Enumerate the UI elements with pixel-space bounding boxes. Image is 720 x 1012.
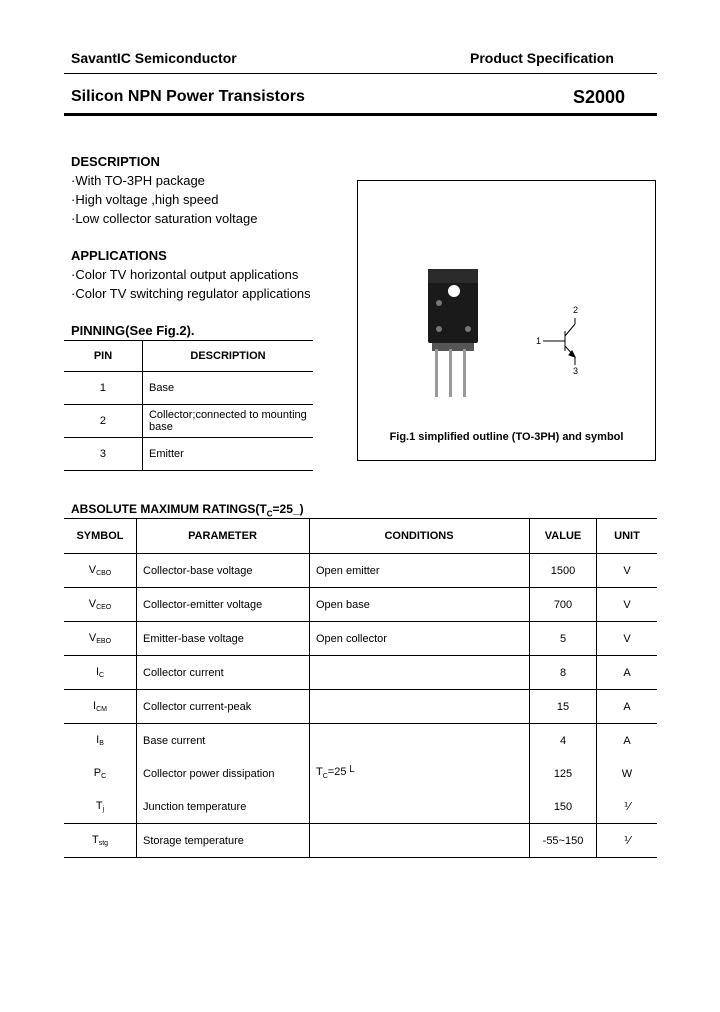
figure-box bbox=[357, 180, 656, 461]
description-item: ·High voltage ,high speed bbox=[71, 192, 219, 207]
symbol-cell: $T_{stg}$ bbox=[64, 824, 137, 858]
applications-title: APPLICATIONS bbox=[71, 248, 167, 263]
conditions-header: CONDITIONS bbox=[310, 519, 530, 554]
value-header: VALUE bbox=[530, 519, 597, 554]
table-row bbox=[64, 588, 657, 622]
pin-description-header: DESCRIPTION bbox=[142, 341, 313, 372]
parameter-header: PARAMETER bbox=[137, 519, 310, 554]
pin-number: 1 bbox=[64, 372, 142, 405]
symbol-cell: $V_{EBO}$ bbox=[64, 622, 137, 656]
conditions-cell: $T_C=25└$ bbox=[310, 757, 530, 790]
symbol-cell: $I_{CM}$ bbox=[64, 690, 137, 724]
conditions-cell bbox=[310, 690, 530, 724]
parameter-cell: Collector current bbox=[137, 656, 310, 690]
description-item: ·With TO-3PH package bbox=[71, 173, 205, 188]
header-divider bbox=[64, 73, 657, 74]
conditions-cell: Open emitter bbox=[310, 554, 530, 588]
table-row bbox=[64, 372, 313, 405]
ratings-title: ABSOLUTE MAXIMUM $RATINGS(T_C=25\_)$ bbox=[71, 502, 304, 519]
unit-cell: ⅟ bbox=[597, 824, 658, 858]
pin-number: 2 bbox=[64, 405, 142, 438]
value-cell: 4 bbox=[530, 724, 597, 758]
table-row bbox=[64, 554, 657, 588]
table-row bbox=[64, 438, 313, 471]
company-name: SavantIC Semiconductor bbox=[71, 50, 237, 66]
table-header-row bbox=[64, 341, 313, 372]
application-item: ·Color TV switching regulator applications bbox=[71, 286, 311, 301]
unit-cell: W bbox=[621, 767, 633, 780]
value-cell: 125 bbox=[530, 757, 597, 790]
package-outline-drawing bbox=[358, 181, 655, 421]
ratings-title-sub: C bbox=[266, 509, 273, 519]
conditions-cell bbox=[310, 790, 530, 824]
unit-cell: A bbox=[623, 734, 631, 747]
table-header-row bbox=[64, 519, 657, 554]
table-row bbox=[64, 405, 313, 438]
table-row bbox=[64, 824, 657, 858]
parameter-cell: Storage temperature bbox=[137, 824, 310, 858]
symbol-cell: $P_C$ bbox=[64, 757, 137, 790]
unit-cell: ⅟ bbox=[597, 790, 658, 824]
table-row bbox=[64, 656, 657, 690]
symbol-cell: $I_B$ bbox=[64, 724, 137, 758]
value-cell: -55~150 bbox=[530, 824, 597, 858]
product-line: Silicon NPN Power Transistors bbox=[71, 88, 305, 105]
pin-description: Collector;connected to mounting base bbox=[142, 405, 313, 438]
symbol-cell: $V_{CBO}$ bbox=[64, 554, 137, 588]
applications-list bbox=[71, 265, 311, 303]
parameter-cell: Base current bbox=[137, 724, 310, 758]
conditions-cell: Open collector bbox=[310, 622, 530, 656]
conditions-cell bbox=[310, 824, 530, 858]
symbol-header: SYMBOL bbox=[64, 519, 137, 554]
pin-header: PIN bbox=[64, 341, 142, 372]
table-row bbox=[64, 690, 657, 724]
pin-description: Emitter bbox=[142, 438, 313, 471]
symbol-pin-label: 1 bbox=[536, 336, 542, 346]
value-cell: 5 bbox=[530, 622, 597, 656]
npn-symbol bbox=[543, 318, 575, 365]
conditions-cell bbox=[310, 656, 530, 690]
value-cell: 15 bbox=[530, 690, 597, 724]
symbol-pin-label: 3 bbox=[573, 366, 579, 376]
conditions-cell: Open base bbox=[310, 588, 530, 622]
application-item: ·Color TV horizontal output applications bbox=[71, 267, 299, 282]
unit-header: UNIT bbox=[597, 519, 658, 554]
parameter-cell: Collector current-peak bbox=[137, 690, 310, 724]
unit-cell: A bbox=[597, 656, 658, 690]
ratings-table bbox=[64, 518, 657, 858]
doc-type: Product Specification bbox=[470, 50, 614, 66]
symbol-cell: $T_j$ bbox=[64, 790, 137, 824]
description-item: ·Low collector saturation voltage bbox=[71, 211, 258, 226]
pinning-title: PINNING(See Fig.2). bbox=[71, 323, 195, 338]
symbol-cell: $V_{CEO}$ bbox=[64, 588, 137, 622]
value-cell: 8 bbox=[530, 656, 597, 690]
figure-caption: Fig.1 simplified outline (TO-3PH) and symbol bbox=[389, 431, 624, 443]
value-cell: 150 bbox=[530, 790, 597, 824]
ratings-title-tail: =25 bbox=[272, 502, 293, 516]
ratings-title-text: ABSOLUTE MAXIMUM RATINGS(T bbox=[71, 502, 267, 516]
symbol-pin-label: 2 bbox=[573, 305, 579, 315]
table-row bbox=[64, 790, 657, 824]
unit-cell: A bbox=[597, 690, 658, 724]
parameter-cell: Collector power dissipation bbox=[137, 757, 310, 790]
pin-description: Base bbox=[142, 372, 313, 405]
pin-number: 3 bbox=[64, 438, 142, 471]
table-row bbox=[64, 724, 657, 758]
parameter-cell: Collector-emitter voltage bbox=[137, 588, 310, 622]
title-divider bbox=[64, 113, 657, 116]
value-cell: 1500 bbox=[530, 554, 597, 588]
table-row bbox=[64, 622, 657, 656]
parameter-cell: Collector-base voltage bbox=[137, 554, 310, 588]
parameter-cell: Junction temperature bbox=[137, 790, 310, 824]
parameter-cell: Emitter-base voltage bbox=[137, 622, 310, 656]
description-title: DESCRIPTION bbox=[71, 154, 160, 169]
description-list bbox=[71, 171, 257, 228]
unit-cell: V bbox=[597, 554, 658, 588]
symbol-cell: $I_C$ bbox=[64, 656, 137, 690]
unit-cell: V bbox=[597, 622, 658, 656]
value-cell: 700 bbox=[530, 588, 597, 622]
conditions-cell bbox=[310, 724, 530, 758]
table-row bbox=[64, 757, 657, 790]
part-number: S2000 bbox=[573, 87, 626, 107]
unit-cell: V bbox=[597, 588, 658, 622]
pinning-table bbox=[64, 340, 313, 471]
